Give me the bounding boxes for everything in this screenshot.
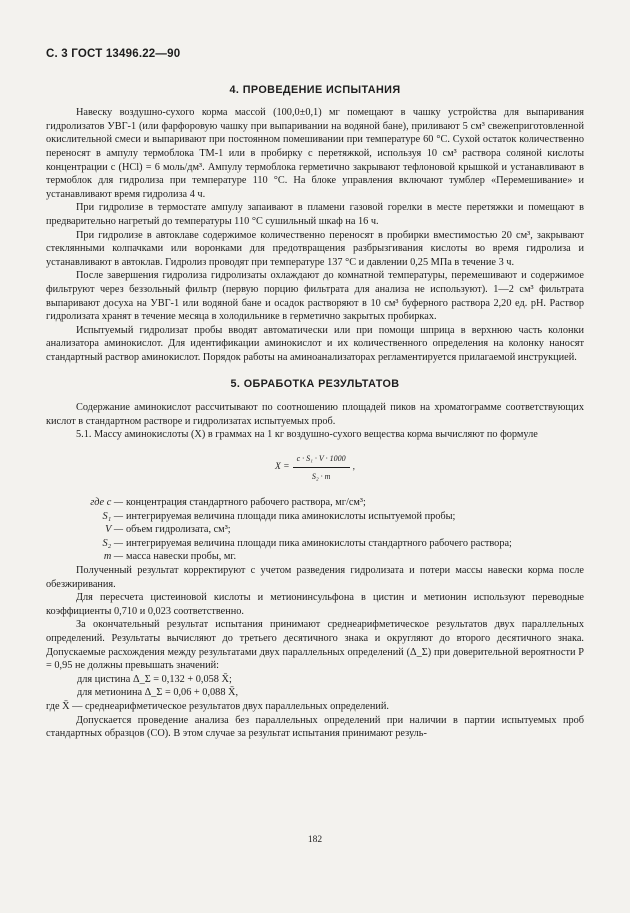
- mass-formula: [46, 452, 584, 484]
- section-5-paragraph-2: 5.1. Массу аминокислоты (X) в граммах на 1 кг воздушно-сухого вещества корма вычисляют по формуле: [76, 429, 538, 441]
- definition-text: интегрируемая величина площади пика аминокислоты стандартного рабочего раствора;: [126, 537, 512, 549]
- definition-symbol: S₁ —: [102, 510, 123, 522]
- formula-lhs: X =: [274, 462, 290, 473]
- section-5-paragraph-5: За окончательный результат испытания принимают среднеарифметическое результатов двух параллельных определений. Результаты вычисляют до третьего десятичного знака и округляют до второго десятичного знака. Допускаемые расхождения между результатами двух параллельных определений (Δ_Σ) при доверительной вероятности P = 0,95 не должны превышать значений:: [46, 619, 584, 672]
- definition-symbol: V —: [105, 524, 123, 536]
- section-4-paragraph-3: При гидролизе в автоклаве содержимое количественно переносят в пробирки вместимостью 20 см³, закрывают стеклянными колпачками или воронками для предотвращения разбрызгивания кислоты во время гидролиза и устанавливают в автоклав. Гидролиз проводят при температуре 137 °С и давлении 0,25 МПа в течение 3 ч.: [46, 229, 584, 268]
- section-5-paragraph-4: Для пересчета цистеиновой кислоты и метионинсульфона в цистин и метионин используют переводные коэффициенты 0,710 и 0,023 соответственно.: [46, 592, 584, 617]
- section-5-heading: 5. ОБРАБОТКА РЕЗУЛЬТАТОВ: [230, 378, 400, 391]
- section-4-paragraph-5: Испытуемый гидролизат пробы вводят автоматически или при помощи шприца в верхнюю часть колонки анализатора аминокислот. Для идентификации аминокислот и их количественного определения на колонку наносят стандартный раствор аминокислот. Порядок работы на аминоанализаторах регламентируется прилагаемой инструкцией.: [46, 324, 584, 363]
- definition-text: интегрируемая величина площади пика аминокислоты испытуемой пробы;: [126, 510, 456, 522]
- section-4-paragraph-2: При гидролизе в термостате ампулу запаивают в пламени газовой горелки в месте перетяжки и помещают в предварительно нагретый до температуры 110 °С сушильный шкаф на 16 ч.: [46, 202, 584, 227]
- definition-row: [46, 537, 584, 551]
- section-4-heading: 4. ПРОВЕДЕНИЕ ИСПЫТАНИЯ: [229, 83, 401, 96]
- tolerance-methionine: для метионина Δ_Σ = 0,06 + 0,088 X̄,: [77, 687, 239, 699]
- formula-numerator: c · S₁ · V · 1000: [293, 452, 350, 469]
- formula-denominator: S₂ · m: [311, 472, 331, 482]
- formula-tail: ,: [352, 462, 356, 473]
- section-5-paragraph-3: Полученный результат корректируют с учетом разведения гидролизата и потери массы навески корма после обезжиривания.: [46, 565, 584, 590]
- section-5-paragraph-6: Допускается проведение анализа без параллельных определений при наличии в партии испытуемых проб стандартных образцов (СО). В этом случае за результат испытания принимают резуль-: [46, 714, 584, 740]
- definition-row: [46, 523, 584, 537]
- section-4-paragraph-4: После завершения гидролиза гидролизаты охлаждают до комнатной температуры, перемешивают и содержимое фильтруют через беззольный фильтр (первую порцию фильтрата для анализа не используют). 1—2 см³ фильтрата выпаривают досуха на УВГ-1 или водяной бане и осадок растворяют в 10 см³ буферного раствора 2,20 ед. рН. Раствор гидролизата хранят в течение месяца в холодильнике в герметично закрытых пробирках.: [46, 270, 584, 323]
- definition-row: [46, 550, 584, 564]
- tolerance-cystine: для цистина Δ_Σ = 0,132 + 0,058 X̄;: [77, 673, 232, 685]
- definition-row: [46, 510, 584, 524]
- definition-symbol: где c —: [90, 497, 123, 509]
- page-number: 182: [307, 835, 323, 845]
- mean-definition: где X̄ — среднеарифметическое результатов двух параллельных определений.: [46, 700, 389, 712]
- definition-symbol: m —: [103, 551, 123, 563]
- definition-text: объем гидролизата, см³;: [126, 524, 231, 536]
- section-4-paragraph-1: Навеску воздушно-сухого корма массой (100,0±0,1) мг помещают в чашку устройства для выпаривания гидролизатов УВГ-1 (или фарфоровую чашку при выпаривании на водяной бане), приливают 5 см³ свежеприготовленной окислительной смеси и выпаривают при постоянном помешивании при температуре 60 °С. Сухой остаток количественно переносят в ампулу термоблока ТМ-1 или в пробирку с перетяжкой, используя 10 см³ раствора соляной кислоты концентрации c (HCl) = 6 моль/дм³. Ампулу термоблока герметично закрывают тефлоновой крышкой и устанавливают в термоблок для гидролиза при температуре 110 °С. На блоке управления включают тумблер «Перемешивание» и устанавливают время гидролиза 4 ч.: [46, 107, 584, 200]
- definition-text: концентрация стандартного рабочего раствора, мг/см³;: [126, 497, 366, 509]
- definition-row: [46, 496, 584, 510]
- formula-definitions: [46, 496, 584, 564]
- formula-fraction: [293, 452, 350, 484]
- definition-text: масса навески пробы, мг.: [126, 551, 237, 563]
- page-header: С. 3 ГОСТ 13496.22—90: [46, 48, 181, 60]
- definition-symbol: S₂ —: [102, 537, 123, 549]
- section-5-paragraph-1: Содержание аминокислот рассчитывают по соотношению площадей пиков на хроматограмме соответствующих кислот в стандартном растворе и гидролизатах испытуемых проб.: [46, 402, 584, 427]
